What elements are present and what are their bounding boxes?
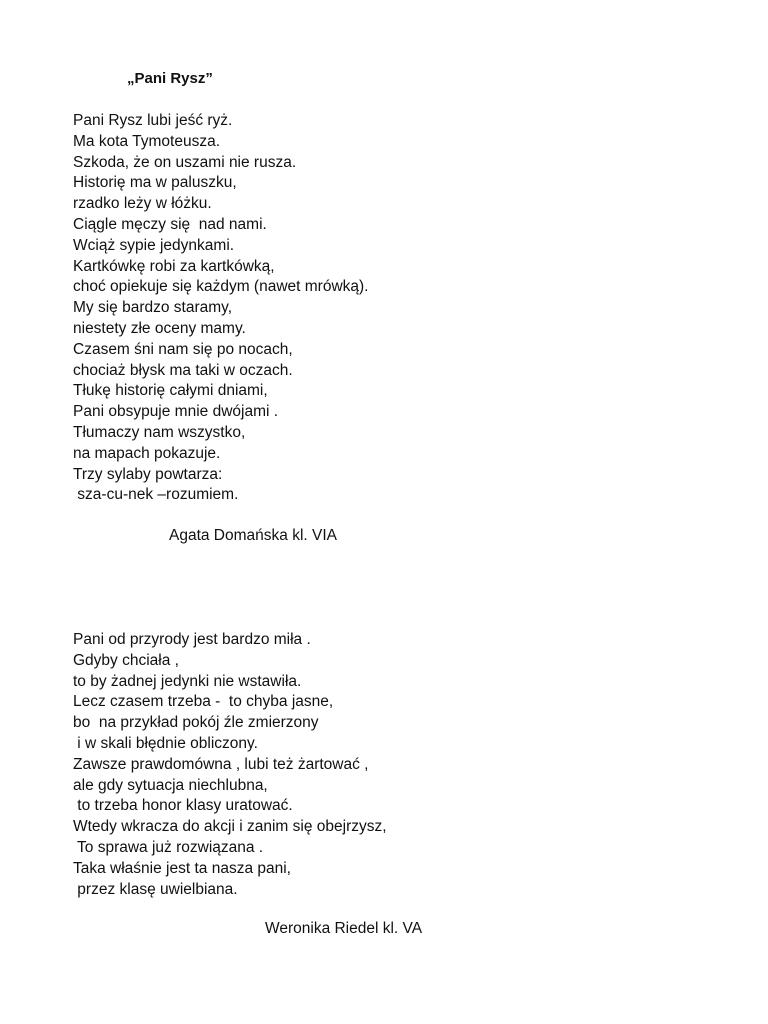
poem-line: Tłukę historię całymi dniami, bbox=[73, 382, 268, 400]
poem-line: rzadko leży w łóżku. bbox=[73, 195, 212, 213]
poem-line: Pani Rysz lubi jeść ryż. bbox=[73, 112, 233, 129]
poem-line: Lecz czasem trzeba - to chyba jasne, bbox=[73, 693, 334, 711]
poem-line: Ciągle męczy się nad nami. bbox=[73, 215, 267, 233]
poem-line: Czasem śni nam się po nocach, bbox=[73, 340, 293, 358]
poem-line: My się bardzo staramy, bbox=[73, 299, 233, 317]
poem-line: Gdyby chciała , bbox=[73, 651, 179, 669]
poem-2-author: Weronika Riedel kl. VA bbox=[265, 920, 423, 937]
poem-line: Pani obsypuje mnie dwójami . bbox=[73, 403, 279, 421]
poem-title: „Pani Rysz” bbox=[127, 70, 213, 87]
poem-line: choć opiekuje się każdym (nawet mrówką). bbox=[73, 278, 369, 296]
poem-line: Kartkówkę robi za kartkówką, bbox=[73, 257, 275, 275]
poem-1-text bbox=[73, 111, 368, 506]
poem-line: bo na przykład pokój źle zmierzony bbox=[73, 714, 319, 732]
poem-line: i w skali błędnie obliczony. bbox=[73, 734, 258, 752]
poem-line: To sprawa już rozwiązana . bbox=[73, 838, 264, 856]
poem-line: Zawsze prawdomówna , lubi też żartować , bbox=[73, 755, 369, 773]
poem-line: Trzy sylaby powtarza: bbox=[73, 465, 223, 483]
poem-line: to by żadnej jedynki nie wstawiła. bbox=[73, 672, 302, 690]
poem-line: Ma kota Tymoteusza. bbox=[73, 132, 221, 150]
poem-line: Historię ma w paluszku, bbox=[73, 174, 237, 192]
poem-line: to trzeba honor klasy uratować. bbox=[73, 797, 293, 815]
poem-line: przez klasę uwielbiana. bbox=[73, 880, 238, 898]
poem-line: Taka właśnie jest ta nasza pani, bbox=[73, 859, 291, 877]
poem-line: ale gdy sytuacja niechlubna, bbox=[73, 776, 268, 794]
poem-line: Wciąż sypie jedynkami. bbox=[73, 236, 235, 254]
poem-2-text bbox=[73, 630, 387, 900]
poem-line: Tłumaczy nam wszystko, bbox=[73, 423, 246, 441]
poem-line: na mapach pokazuje. bbox=[73, 444, 221, 462]
poem-line: Wtedy wkracza do akcji i zanim się obejrzysz, bbox=[73, 818, 387, 836]
poem-line: Pani od przyrody jest bardzo miła . bbox=[73, 631, 311, 648]
poem-line: Szkoda, że on uszami nie rusza. bbox=[73, 153, 297, 171]
poem-line: sza-cu-nek –rozumiem. bbox=[73, 486, 239, 504]
poem-1-author: Agata Domańska kl. VIA bbox=[169, 527, 337, 544]
poem-line: chociaż błysk ma taki w oczach. bbox=[73, 361, 293, 379]
poem-line: niestety złe oceny mamy. bbox=[73, 319, 246, 337]
